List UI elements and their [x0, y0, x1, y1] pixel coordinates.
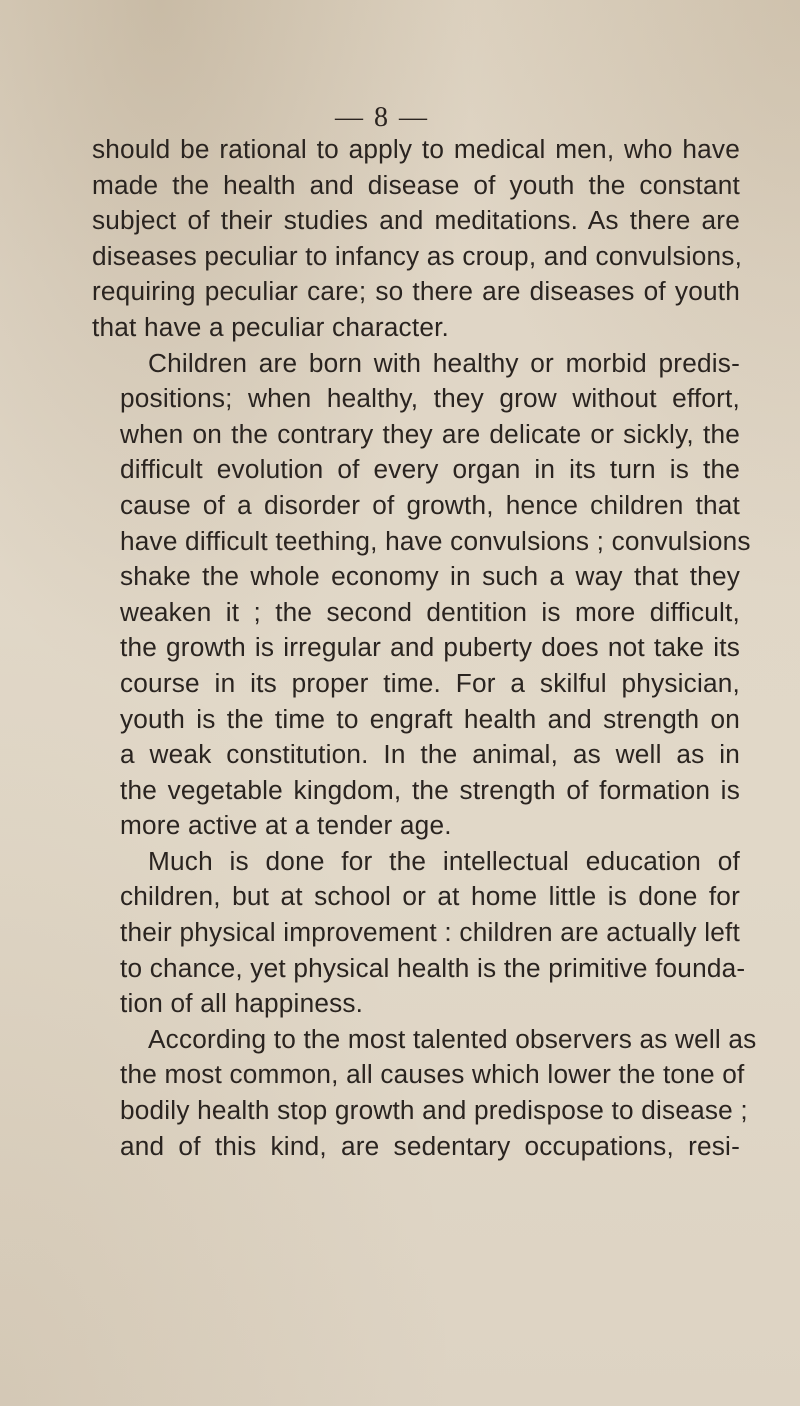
text-line: Children are born with healthy or morbid predis-: [148, 347, 740, 378]
text-line: tion of all happiness.: [120, 988, 364, 1019]
text-line: Much is done for the intellectual education of: [148, 845, 740, 876]
text-line: requiring peculiar care; so there are diseases of youth: [92, 276, 740, 307]
text-line: their physical improvement : children are actually left: [120, 917, 740, 948]
text-line: the vegetable kingdom, the strength of formation is: [120, 774, 740, 805]
text-line: have difficult teething, have convulsions ; convulsions: [120, 525, 751, 556]
text-line: when on the contrary they are delicate or sickly, the: [120, 418, 740, 449]
text-line: subject of their studies and meditations. As there are: [92, 205, 740, 236]
text-line: and of this kind, are sedentary occupations, resi-: [120, 1130, 740, 1161]
text-line: youth is the time to engraft health and strength on: [120, 703, 740, 734]
text-line: course in its proper time. For a skilful physician,: [120, 667, 740, 698]
text-line: weaken it ; the second dentition is more difficult,: [120, 596, 740, 627]
text-line: children, but at school or at home little is done for: [120, 881, 740, 912]
text-line: cause of a disorder of growth, hence children that: [120, 489, 740, 520]
body-text: [92, 132, 757, 1164]
text-line: should be rational to apply to medical men, who have: [92, 134, 740, 164]
page-number: — 8 —: [335, 102, 429, 133]
text-line: shake the whole economy in such a way that they: [120, 561, 740, 592]
text-line: difficult evolution of every organ in its turn is the: [120, 454, 740, 485]
text-line: According to the most talented observers as well as: [148, 1023, 757, 1054]
paragraph-3: [92, 844, 746, 1022]
text-line: made the health and disease of youth the constant: [92, 169, 740, 200]
paragraph-4: [92, 1022, 757, 1164]
paragraph-1: [92, 132, 743, 346]
paragraph-2: [92, 346, 751, 844]
text-line: to chance, yet physical health is the primitive founda-: [120, 952, 746, 983]
text-line: positions; when healthy, they grow without effort,: [120, 383, 740, 414]
text-line: that have a peculiar character.: [92, 311, 450, 342]
text-line: the most common, all causes which lower the tone of: [120, 1059, 745, 1090]
text-line: a weak constitution. In the animal, as well as in: [120, 739, 740, 770]
text-line: diseases peculiar to infancy as croup, and convulsions,: [92, 240, 743, 271]
text-line: bodily health stop growth and predispose to disease ;: [120, 1095, 748, 1126]
text-line: the growth is irregular and puberty does not take its: [120, 632, 740, 663]
text-line: more active at a tender age.: [120, 810, 452, 841]
